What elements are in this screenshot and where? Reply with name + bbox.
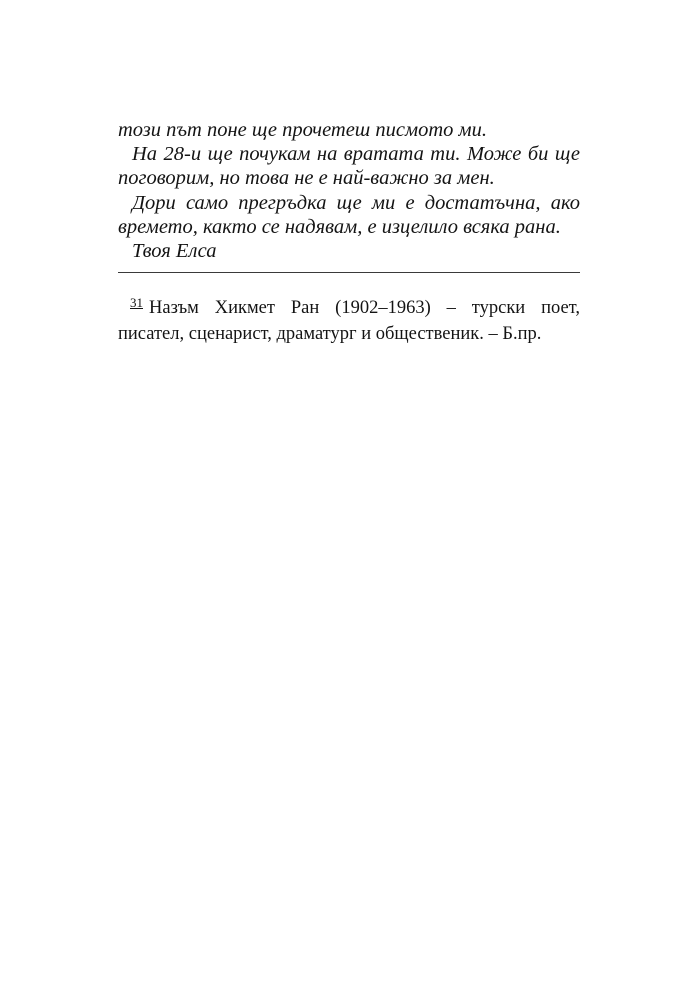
letter-paragraph-3: Дори само прегръдка ще ми е достатъчна, ако времето, както се надявам, е изцелило всяка рана.: [118, 191, 580, 238]
footnote-number[interactable]: 31: [130, 295, 143, 310]
letter-paragraph-1: този път поне ще прочетеш писмото ми.: [118, 119, 487, 141]
footnote-divider: [118, 272, 580, 273]
letter-text: [118, 118, 580, 263]
letter-paragraph-2: На 28-и ще почукам на вратата ти. Може би ще поговорим, но това не е най-важно за мен.: [118, 143, 580, 190]
footnote-text: Назъм Хикмет Ран (1902–1963) – турски поет, писател, сценарист, драматург и общественик. – Б.пр.: [118, 298, 580, 344]
footnote: [118, 290, 580, 347]
letter-signature: Твоя Елса: [132, 240, 217, 263]
